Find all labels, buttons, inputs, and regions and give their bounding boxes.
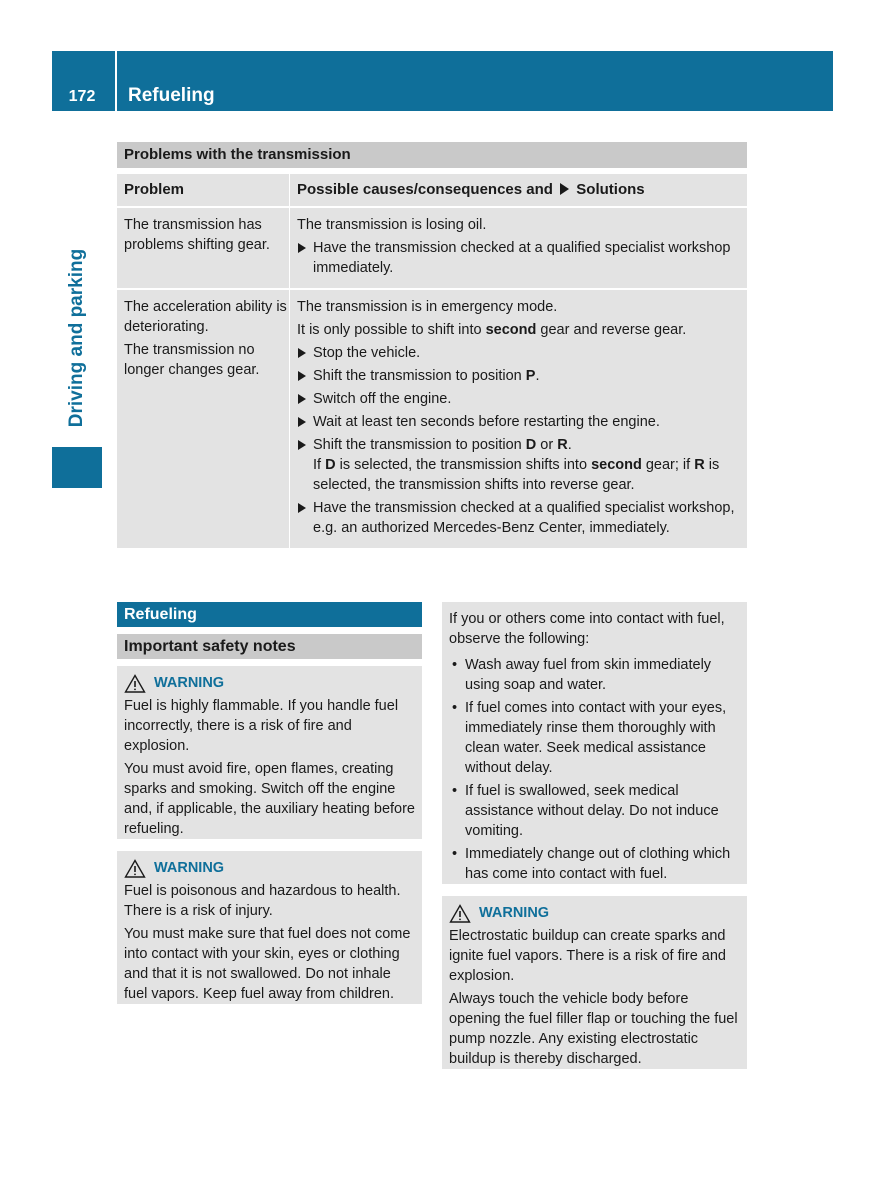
list-item: [449, 844, 740, 884]
list-item-text: If fuel is swallowed, seek medical assistance without delay. Do not induce vomiting.: [465, 783, 719, 839]
bold-text: D: [525, 437, 537, 453]
warning-triangle-icon: [124, 674, 146, 693]
header-divider: [115, 51, 117, 111]
warning-label: WARNING: [479, 905, 550, 921]
section-side-label: Driving and parking: [66, 248, 87, 428]
column-header-solutions-text-2: Solutions: [576, 181, 645, 198]
text-span: is selected, the transmission shifts into: [335, 457, 592, 473]
list-item-text: Wash away fuel from skin immediately using soap and water.: [465, 657, 712, 693]
bold-text: D: [325, 457, 336, 473]
bullet-dot-icon: •: [452, 783, 458, 799]
solution-step: [297, 389, 741, 409]
bold-text: R: [694, 457, 705, 473]
table-row: [117, 290, 747, 548]
step-triangle-icon: [298, 348, 306, 358]
text-span: Wait at least ten seconds before restarting the engine.: [313, 414, 660, 430]
solution-step: [297, 366, 741, 386]
step-triangle-icon: [298, 371, 306, 381]
table-row: [117, 208, 747, 288]
warning-text: You must make sure that fuel does not come into contact with your skin, eyes or clothing and that it is not swallowed. Do not inhale fuel vapors. Keep fuel away from children.: [124, 926, 411, 1002]
warning-label: WARNING: [154, 860, 225, 876]
bold-text: second: [591, 457, 642, 473]
warning-triangle-icon: [449, 904, 471, 923]
text-span: or: [536, 437, 558, 453]
text-span: The transmission is in emergency mode.: [297, 299, 558, 315]
step-text: [313, 345, 420, 361]
page-number: 172: [68, 88, 96, 105]
text-span: gear; if: [641, 457, 695, 473]
refueling-heading: Refueling: [117, 602, 422, 627]
text-span: The transmission is losing oil.: [297, 217, 487, 233]
transmission-problems-table: [117, 142, 747, 548]
safety-notes-heading: Important safety notes: [117, 634, 422, 659]
step-triangle-icon: [298, 503, 306, 513]
column-header-solutions-text-1: Possible causes/consequences and: [297, 181, 553, 198]
text-span: Stop the vehicle.: [313, 345, 421, 361]
warning-triangle-icon: [124, 859, 146, 878]
step-triangle-icon: [298, 417, 306, 427]
warning-text: Fuel is highly flammable. If you handle fuel incorrectly, there is a risk of fire and explosion.: [124, 698, 399, 754]
warning-label: WARNING: [154, 675, 225, 691]
bold-text: R: [557, 437, 568, 453]
bold-text: second: [485, 322, 537, 338]
bullet-dot-icon: •: [452, 846, 458, 862]
cause-text: [297, 320, 741, 340]
table-header-row: [117, 174, 747, 206]
warning-box-electrostatic: [442, 896, 747, 1069]
warning-text: You must avoid fire, open flames, creating sparks and smoking. Switch off the engine and, if applicable, the auxiliary heating before refueling.: [124, 761, 415, 837]
solution-step: [297, 412, 741, 432]
problem-text: The acceleration ability is deteriorating.: [124, 299, 287, 335]
warning-text: Fuel is poisonous and hazardous to health. There is a risk of injury.: [124, 883, 401, 919]
bullet-dot-icon: •: [452, 700, 458, 716]
bullet-dot-icon: •: [452, 657, 458, 673]
fuel-contact-intro: If you or others come into contact with fuel, observe the following:: [449, 611, 725, 647]
step-text: [313, 240, 731, 276]
column-header-problem: Problem: [117, 174, 290, 206]
solution-step: [297, 435, 741, 495]
problem-text: The transmission no longer changes gear.: [124, 342, 260, 378]
warning-heading: [124, 673, 415, 693]
warning-heading: [449, 903, 740, 923]
problem-cell: [117, 290, 290, 548]
column-header-solutions: [290, 174, 747, 206]
list-item-text: If fuel comes into contact with your eyes, immediately rinse them thoroughly with clean water. Seek medical assistance without delay.: [465, 700, 727, 776]
text-span: .: [535, 368, 540, 384]
text-span: Switch off the engine.: [313, 391, 452, 407]
warning-text: Electrostatic buildup can create sparks and ignite fuel vapors. There is a risk of fire and explosion.: [449, 928, 726, 984]
step-triangle-icon: [298, 243, 306, 253]
solution-cell: [290, 290, 747, 548]
step-triangle-icon: [298, 394, 306, 404]
solution-step: [297, 343, 741, 363]
step-text: [313, 414, 660, 430]
step-text: [313, 437, 719, 493]
solution-step: [297, 498, 741, 538]
list-item: [449, 655, 740, 695]
problem-text: The transmission has problems shifting gear.: [124, 217, 270, 253]
text-span: Shift the transmission to position: [313, 368, 526, 384]
bold-text: P: [525, 368, 536, 384]
warning-box-flammable: [117, 666, 422, 839]
section-side-tab: [52, 447, 102, 488]
list-item: [449, 781, 740, 841]
solution-step: [297, 238, 741, 278]
text-span: Have the transmission checked at a qualified specialist workshop, e.g. an authorized Mercedes-Benz Center, immediately.: [313, 500, 735, 536]
solution-cell: [290, 208, 747, 288]
warning-heading: [124, 858, 415, 878]
list-item: [449, 698, 740, 778]
warning-box-poisonous: [117, 851, 422, 1004]
text-span: is selected, the transmission shifts into reverse gear.: [313, 457, 720, 493]
step-text: [313, 391, 451, 407]
step-text: [313, 500, 735, 536]
text-span: Shift the transmission to position: [313, 437, 526, 453]
warning-text: Always touch the vehicle body before opening the fuel filler flap or touching the fuel pump nozzle. Any existing electrostatic buildup is thereby discharged.: [449, 991, 738, 1067]
page-title: Refueling: [128, 85, 215, 106]
text-span: If: [313, 457, 326, 473]
solutions-triangle-icon: [560, 183, 569, 195]
cause-text: [297, 215, 741, 235]
fuel-contact-box: [442, 602, 747, 884]
text-span: gear and reverse gear.: [536, 322, 687, 338]
step-triangle-icon: [298, 440, 306, 450]
problem-cell: [117, 208, 290, 288]
list-item-text: Immediately change out of clothing which has come into contact with fuel.: [465, 846, 731, 882]
text-span: Have the transmission checked at a qualified specialist workshop immediately.: [313, 240, 731, 276]
text-span: It is only possible to shift into: [297, 322, 486, 338]
table-title: Problems with the transmission: [117, 142, 747, 168]
step-text: [313, 368, 539, 384]
cause-text: [297, 297, 741, 317]
text-span: .: [567, 437, 572, 453]
